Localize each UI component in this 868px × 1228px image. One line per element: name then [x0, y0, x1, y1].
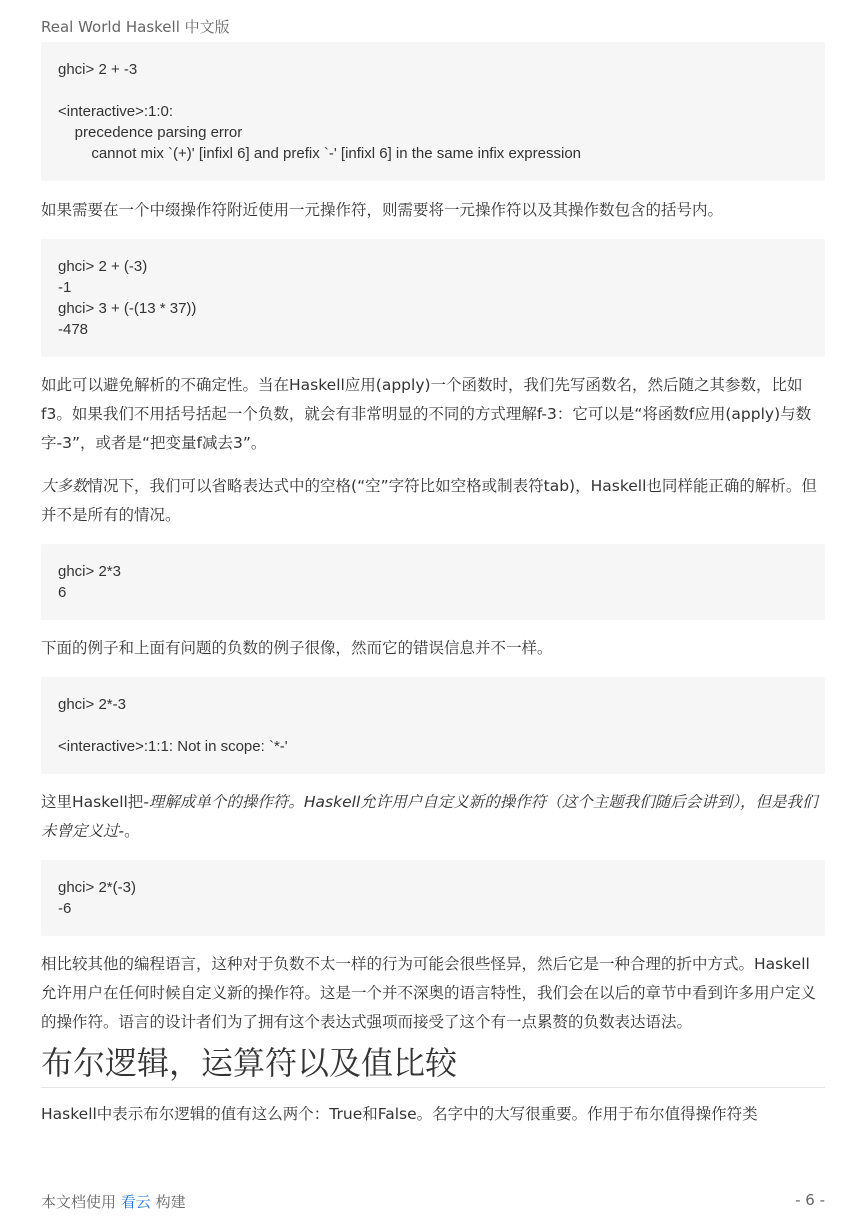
emphasis-most-cases: 大多数 [41, 477, 88, 495]
paragraph-single-operator-prefix: 这里Haskell把 [41, 793, 144, 811]
paragraph-whitespace-text: 情况下，我们可以省略表达式中的空格(“空”字符比如空格或制表符tab)，Haskell也同样能正确的解析。但并不是所有的情况。 [41, 477, 817, 524]
code-block-not-in-scope: ghci> 2*-3 <interactive>:1:1: Not in scope: `*-' [41, 677, 825, 774]
paragraph-unary-parentheses: 如果需要在一个中缀操作符附近使用一元操作符，则需要将一元操作符以及其操作数包含的括号内。 [41, 201, 724, 219]
paragraph-whitespace [41, 472, 825, 530]
paragraph-language-design: 相比较其他的编程语言，这种对于负数不太一样的行为可能会很些怪异，然后它是一种合理的折中方式。Haskell允许用户在任何时候自定义新的操作符。这是一个并不深奥的语言特性，我们会在以后的章节中看到许多用户定义的操作符。语言的设计者们为了拥有这个表达式强项而接受了这个有一点累赘的负数表达语法。 [41, 955, 817, 1031]
code-block-unary-minus-error: ghci> 2 + -3 <interactive>:1:0: precedence parsing error cannot mix `(+)' [infixl 6] and prefix `-' [infixl 6] in the same infix expression [41, 42, 825, 181]
page-number: - 6 - [795, 1191, 825, 1209]
footer-prefix: 本文档使用 [41, 1193, 121, 1211]
paragraph-parsing-ambiguity: 如此可以避免解析的不确定性。当在Haskell应用(apply)一个函数时，我们先写函数名，然后随之其参数，比如f3。如果我们不用括号括起一个负数，就会有非常明显的不同的方式理解f-3：它可以是“将函数f应用(apply)与数字-3”，或者是“把变量f减去3”。 [41, 376, 812, 452]
page-content [41, 42, 825, 1129]
code-block-multiply-negative: ghci> 2*(-3) -6 [41, 860, 825, 936]
kancloud-link[interactable]: 看云 [120, 1193, 151, 1211]
code-block-multiply: ghci> 2*3 6 [41, 544, 825, 620]
book-title: Real World Haskell 中文版 [41, 18, 230, 36]
section-heading-boolean-logic: 布尔逻辑，运算符以及值比较 [41, 1041, 825, 1088]
paragraph-boolean-values: Haskell中表示布尔逻辑的值有这么两个：True和False。名字中的大写很重要。作用于布尔值得操作符类 [41, 1105, 758, 1123]
paragraph-single-operator [41, 788, 825, 846]
code-block-parenthesized-negation: ghci> 2 + (-3) -1 ghci> 3 + (-(13 * 37)) -478 [41, 239, 825, 357]
paragraph-similar-example: 下面的例子和上面有问题的负数的例子很像，然而它的错误信息并不一样。 [41, 639, 553, 657]
paragraph-single-operator-suffix: 。 [124, 822, 140, 840]
footer-built-with [41, 1191, 186, 1212]
footer-suffix: 构建 [150, 1193, 186, 1211]
emphasis-operator-note: -理解成单个的操作符。Haskell允许用户自定义新的操作符（这个主题我们随后会讲到），但是我们未曾定义过- [41, 793, 818, 840]
